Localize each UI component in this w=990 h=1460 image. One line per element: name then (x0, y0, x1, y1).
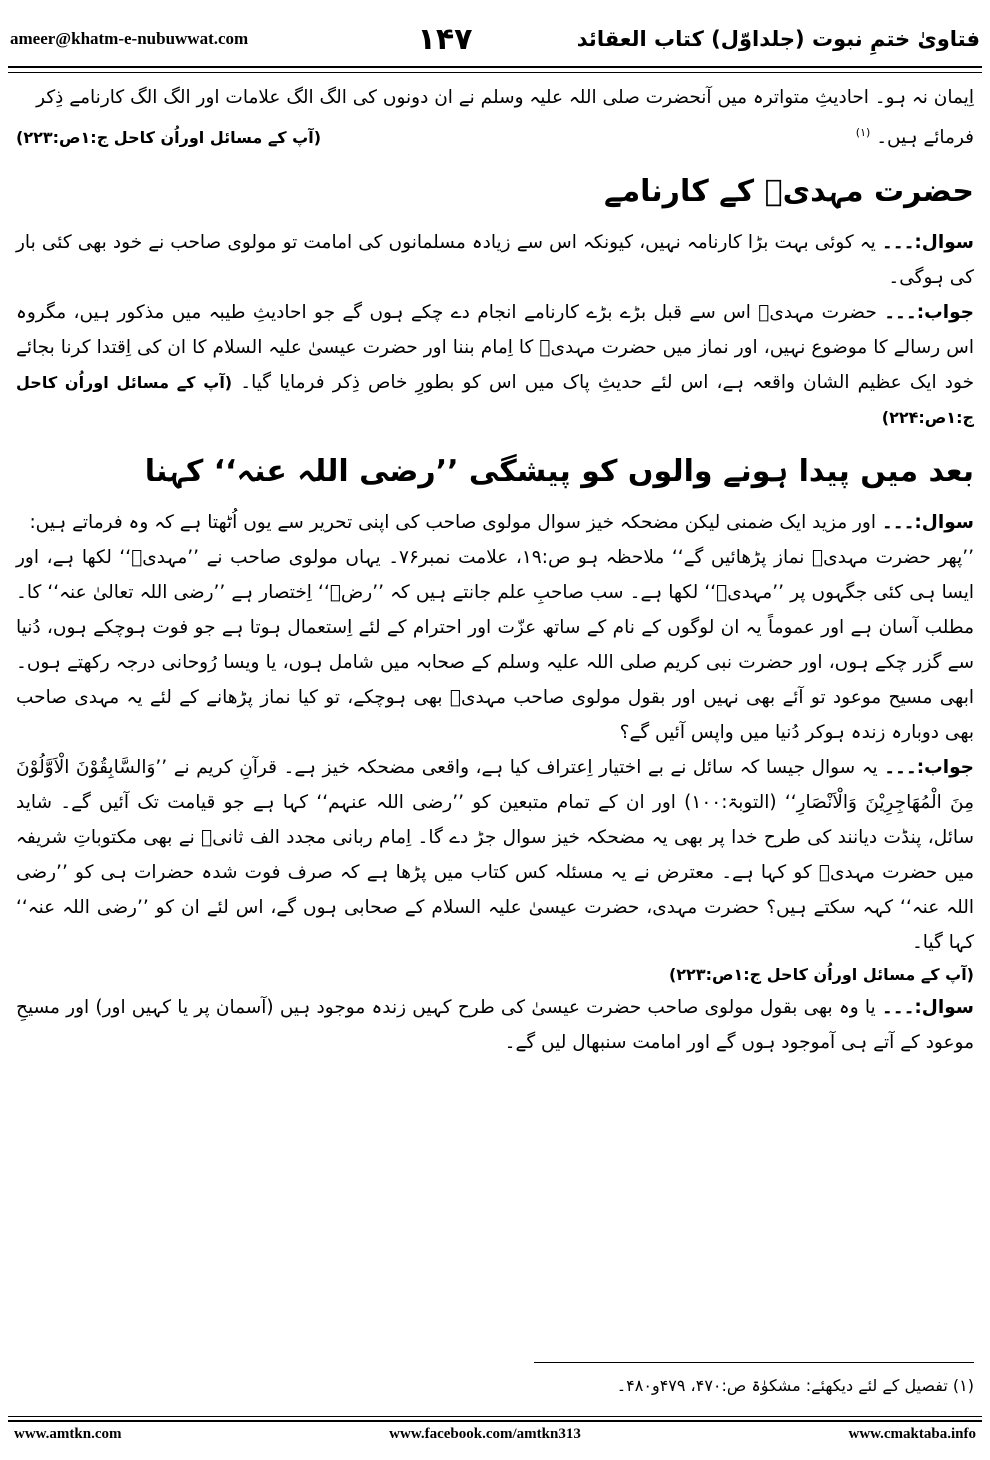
section1-reference: (آپ کے مسائل اوراُن کاحل ج:۱ص:۲۲۴) (16, 373, 974, 428)
section2-heading: بعد میں پیدا ہونے والوں کو پیشگی ’’رضی اللہ عنہ‘‘ کہنا (144, 454, 974, 490)
page-header (10, 18, 980, 60)
section2-question (16, 505, 974, 540)
header-email: ameer@khatm-e-nubuwwat.com (10, 29, 249, 48)
answer-label: جواب:۔۔۔ (884, 757, 974, 779)
footnote-number: (۱) (952, 1376, 974, 1395)
answer-text: حضرت مہدیؓ اس سے قبل بڑے بڑے کارنامے انجام دے چکے ہوں گے جو احادیثِ طیبہ میں مذکور ہیں، مگروہ اس رسالے کا موضوع نہیں، اور نماز میں حضرت مہدیؓ کا اِمام بننا اور حضرت عیسیٰ علیہ السلام کا ان کی اِقتدا کرنا بجائے خود ایک عظیم الشان واقعہ ہے، اس لئے حدیثِ پاک میں اس کو بطورِ خاص ذِکر فرمایا گیا۔ (16, 302, 975, 394)
top-paragraph-line2 (16, 115, 974, 155)
question-label: سوال:۔۔۔ (881, 232, 974, 254)
footer-rule (8, 1416, 982, 1422)
answer-label: جواب:۔۔۔ (884, 302, 974, 324)
top-paragraph-reference: (آپ کے مسائل اوراُن کاحل ج:۱ص:۲۲۳) (16, 128, 322, 148)
section1-question (16, 225, 974, 295)
section2-answer (16, 750, 974, 960)
page-content (16, 80, 974, 1060)
section1-heading: حضرت مہدیؓ کے کارنامے (604, 174, 974, 210)
top-paragraph-end (856, 115, 974, 155)
section2-reference: (آپ کے مسائل اوراُن کاحل ج:۱ص:۲۲۳) (668, 965, 974, 985)
section2-quote: ’’پھر حضرت مہدیؓ نماز پڑھائیں گے‘‘ ملاحظہ ہو ص:۱۹، علامت نمبر۷۶۔ یہاں مولوی صاحب نے ’’مہدیؓ‘‘ لکھا ہے، اور ایسا ہی کئی جگہوں پر ’’مہدیؓ‘‘ لکھا ہے۔ سب صاحبِ علم جانتے ہیں کہ ’’رضؓ‘‘ اِختصار ہے ’’رضی اللہ تعالیٰ عنہ‘‘ کا۔ مطلب آسان ہے اور عموماً یہ ان لوگوں کے نام کے ساتھ عزّت اور احترام کے لئے اِستعمال ہوتا ہے جو فوت ہوچکے ہوں، دُنیا سے گزر چکے ہوں، اور حضرت نبی کریم صلی اللہ علیہ وسلم کے صحابہ میں شامل ہوں، یا ویسا رُوحانی درجہ رکھتے ہوں۔ ابھی مسیح موعود تو آئے بھی نہیں اور بقول مولوی صاحب مہدیؓ بھی ہوچکے، تو کیا نماز پڑھانے کے لئے یہ مہدی صاحب بھی دوبارہ زندہ ہوکر دُنیا میں واپس آئیں گے؟ (16, 547, 974, 744)
question-label: سوال:۔۔۔ (881, 512, 974, 534)
header-rule (8, 66, 982, 73)
footnote-rule (534, 1362, 974, 1363)
header-page-number: ۱۴۷ (417, 21, 473, 57)
footer-link-facebook[interactable]: www.facebook.com/amtkn313 (389, 1426, 581, 1442)
page-footer (14, 1426, 976, 1443)
question-label: سوال:۔۔۔ (881, 997, 974, 1019)
footer-link-amtkn[interactable]: www.amtkn.com (14, 1426, 122, 1442)
section1-answer (16, 295, 974, 435)
footnote-marker: (۱) (855, 126, 871, 139)
footnote (16, 1372, 974, 1400)
question-text: یا وہ بھی بقول مولوی صاحب حضرت عیسیٰ کی طرح کہیں زندہ موجود ہیں (آسمان پر یا کہیں اور) اور مسیحِ موعود کے آتے ہی آموجود ہوں گے اور امامت سنبھال لیں گے۔ (16, 997, 974, 1054)
footer-link-cmaktaba[interactable]: www.cmaktaba.info (848, 1426, 976, 1442)
question-text: یہ کوئی بہت بڑا کارنامہ نہیں، کیونکہ اس سے زیادہ مسلمانوں کی امامت تو مولوی صاحب نے خود بھی کئی بار کی ہوگی۔ (16, 232, 974, 289)
answer-text: یہ سوال جیسا کہ سائل نے بے اختیار اِعتراف کیا ہے، واقعی مضحکہ خیز ہے۔ قرآنِ کریم نے ’’وَالسَّابِقُوْنَ الْاَوَّلُوْنَ مِنَ الْمُهَاجِرِیْنَ وَالْاَنْصَارِ‘‘ (التوبۃ:۱۰۰) اور ان کے تمام متبعین کو ’’رضی اللہ عنہم‘‘ کہا ہے جو قیامت تک آئیں گے۔ شاید سائل، پنڈت دیانند کی طرح خدا پر بھی یہ مضحکہ خیز سوال جڑ دے گا۔ اِمام ربانی مجدد الف ثانیؒ نے بھی مکتوباتِ شریفہ میں حضرت مہدیؓ کو کہا ہے۔ معترض نے یہ مسئلہ کس کتاب میں پڑھا ہے کہ صرف فوت شدہ حضرات ہی کو ’’رضی اللہ عنہ‘‘ کہہ سکتے ہیں؟ حضرت مہدی، حضرت عیسیٰ علیہ السلام کے صحابی ہوں گے، اس لئے ان کو ’’رضی اللہ عنہ‘‘ کہا گیا۔ (16, 757, 975, 954)
question-text: اور مزید ایک ضمنی لیکن مضحکہ خیز سوال مولوی صاحب کی اپنی تحریر سے یوں اُٹھتا ہے کہ وہ فرماتے ہیں: (29, 512, 876, 534)
footnote-text: تفصیل کے لئے دیکھئے: مشکوٰۃ ص:۴۷۰، ۴۷۹و۴۸۰۔ (616, 1376, 948, 1395)
header-book-title: فتاویٰ ختمِ نبوت (جلداوّل) کتاب العقائد (576, 27, 980, 51)
top-paragraph-text: فرمائے ہیں۔ (876, 127, 974, 149)
section3-question (16, 990, 974, 1060)
top-paragraph-line1: اِیمان نہ ہو۔ احادیثِ متواترہ میں آنحضرت صلی اللہ علیہ وسلم نے ان دونوں کی الگ الگ علامات اور الگ الگ کارنامے ذِکر (36, 87, 974, 108)
